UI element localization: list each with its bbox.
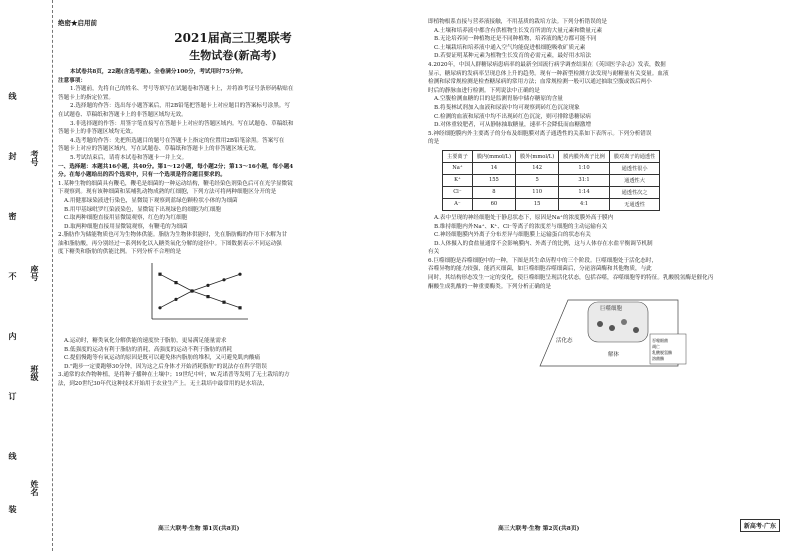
page2-text-after-table [428,214,778,291]
macrophage-label: 巨噬细胞 [600,306,623,313]
text-line: 酮酸生成乳酸的一种重要酶类。下列分析正确的是 [428,283,552,290]
text-line: 显示，糖尿病的发病率呈现总体上升的趋势。现有一种新型检测方法发现与耐糖量有关变量。血液 [428,70,669,77]
text-line: A.用健那绿染液进行染色，显微镜下观察到蓝绿色颗粒状小体的为细菌 [64,197,238,204]
macrophage-diagram [538,294,688,368]
text-line: B.无论培养同一种植物还是不同种植物，培养液的配方都可能不同 [434,36,597,43]
ion-table [442,150,660,211]
data-point [190,289,193,292]
text-line: 在试题卷、草稿纸和答题卡上的非答题区域均无效。 [58,111,187,118]
page2-footer: 高三大联考·生物 第2页(共8页) [498,526,580,532]
seal-mark: 内 [8,332,18,340]
table-cell: K⁺ [443,174,473,186]
region-tag: 新高考·广东 [740,519,780,532]
text-line: 答题卡上对应的答题区域内，写在试题卷、草稿纸和答题卡上的非答题区域无效。 [58,146,260,153]
text-line: C.检测的血液和尿液中均不出现砖红色沉淀，则可排除患糖尿病 [434,113,591,120]
exam-page-2 [428,18,778,530]
legend-item: 吞噬细菌 [652,338,668,344]
table-cell: 110 [516,186,559,198]
text-line: B.低强度的运动有利于脂肪的消耗，高强度的运动不利于脂肪的消耗 [64,346,233,353]
text-line: D.取两种细胞直接用显微镜观察，有鞭毛的为细菌 [64,223,188,230]
table-cell: A⁻ [443,198,473,210]
text-line: 一、选择题：本题共16小题，共40分。第1～12小题，每小题2分；第13～16小题，每小题4 [58,163,294,170]
table-cell: 1∶10 [559,162,610,174]
text-line: 法，到20世纪30年代这种技术开始用于农业生产上。无土栽培中最常用的是水培法， [58,381,269,388]
seat-no-label: 座号 [30,265,40,281]
text-line: 4.2020年，中国人群糖尿病患病率的最新全国流行病学调查结果在《英国医学杂志》发表，数据 [428,61,666,68]
name-label: 姓名 [30,480,40,496]
text-line: B.用甲基绿吡罗红染液染色，显微镜下出现绿色的细胞为红细胞 [64,206,221,213]
table-cell: 14 [472,162,515,174]
data-point [158,306,161,309]
table-cell: 15 [516,198,559,210]
text-line: 即植物根系直接与营养液接触，不用基质的栽培方法。下列分析错误的是 [428,19,608,25]
text-line: C.神经细胞膜内外离子分布差异与细胞膜上运输蛋白的状态有关 [434,232,591,239]
text-line: 的是 [428,139,440,146]
table-cell: 通透性次之 [609,186,660,198]
series-line-0 [160,274,240,308]
seal-mark: 线 [8,92,18,100]
text-line: C.提倡慢跑等有氧运动的原因是既可以避免体内脂肪的堆积，又可避免肌肉酸痛 [64,355,261,362]
table-header: 膜对离子的通透性 [609,150,660,162]
legend-item: 乳酸脱氢酶 [652,350,672,356]
table-cell: 5 [516,174,559,186]
cell-granule [609,325,615,331]
table-cell: Cl⁻ [443,186,473,198]
page2-text [428,18,778,147]
table-cell: 155 [472,174,515,186]
table-cell: Na⁺ [443,162,473,174]
data-point [158,273,161,276]
text-line: A.表中呈现的神经细胞处于静息状态下，原因是Na⁺的浓度膜外高于膜内 [434,214,614,221]
text-line: D."跑步一定要跑够30分钟，因为这之后身体才开始消耗脂肪"的说法存在科学错误 [64,363,267,370]
text-line: 5.神经细胞膜内外主要离子的分布及细胞膜对离子通透性的关系如下表所示。下列分析错误 [428,130,652,137]
binding-margin [0,0,53,551]
data-point [238,273,241,276]
table-cell: 4∶1 [559,198,610,210]
table-cell: 31∶1 [559,174,610,186]
text-line: C.取两种细胞直接用显微镜观察，红色的为红细胞 [64,215,188,222]
text-line: A.土壤和培养液中都含有供植物生长发育所需的大量元素和微量元素 [434,27,603,34]
text-line: B.将斐林试剂加入血液和尿液中均可观察到砖红色沉淀现象 [434,104,580,111]
data-point [174,298,177,301]
table-row [443,186,660,198]
exam-no-label: 考号 [30,150,40,166]
series-line-1 [160,274,240,308]
table-cell: 无通透性 [609,198,660,210]
seal-mark: 装 [8,505,18,513]
text-line: D.对体重较肥者，可从静脉抽取糖量，速率不会降低而血糖激增 [434,122,592,129]
table-header: 膜内(mmol/L) [472,150,515,162]
text-line: 3.非选择题的作答：用签字笔直接写在答题卡上对应的答题区域内。写在试题卷、草稿纸和 [70,120,294,127]
text-line: 下观察到。现有该种细菌和某哺乳动物成熟的红细胞，下列方法可将两种细胞区分开的是 [58,189,277,196]
text-line: 答题卡上的非答题区域均无效。 [58,129,137,136]
text-line: 有关 [428,249,440,256]
text-line: 度下糖类和脂肪的供能比例。下列分析不合理的是 [58,249,182,256]
exam-title: 2021届高三卫冕联考 [174,31,292,45]
data-point [222,278,225,281]
table-header: 主要离子 [443,150,473,162]
text-line: 检测和尿常规检测是检查糖尿病的常用方法；血常规检测一般可以通过抽取空腹或饭后两小 [428,79,652,86]
legend-item: 凋亡 [652,344,660,350]
text-line: D.人体摄入的食盐量通常不会影响膜内、外离子的比例，这与人体存在水盐平衡调节机制 [434,240,653,247]
table-header-row [443,150,660,162]
cell-granule [621,319,627,325]
energy-chart [138,259,258,331]
table-row [443,198,660,210]
text-line: 答题卡上的指定位置。 [58,94,114,101]
table-cell: 1∶14 [559,186,610,198]
text-line: 吞噬异物的能力较强，能消灭细菌，如巨噬细胞吞噬细菌后，分泌溶菌酶和其他物质，与此 [428,266,652,273]
text-line: 1.答题前，先将自己的姓名、考号等填写在试题卷和答题卡上，并将准考证号条形码粘贴在 [70,86,294,93]
text-line: 时后的静脉血进行检测。下列说法中正确的是 [428,87,540,94]
class-label: 班级 [30,365,40,381]
text-line: 同时，其结构形态发生一定的变化，使巨噬细胞呈现活化状态，包括吞噬，吞噬细胞等的特征。乳酸脱氢酶是催化丙 [428,275,714,282]
seal-mark: 线 [8,452,18,460]
text-line: 油和脂肪酸，再分别经过一系列转化以入糖类氧化分解的途径中。下图数据表示不同运动强 [58,240,282,247]
text-line: C.土壤栽培和培养液中通入空气均能促进根细胞吸收矿质元素 [434,44,586,51]
cell-granule [597,321,603,327]
seal-mark: 密 [8,212,18,220]
page1-text-after-chart [58,337,408,389]
text-line: 1.某种生物的细菌具有鞭毛，鞭毛是细菌的一种运动结构，鞭毛经染色剂染色后可在光学显微镜 [58,180,293,187]
exam-subtitle: 生物试卷(新高考) [189,49,277,62]
lysed-label: 解体 [608,352,620,359]
page1-footer: 高三大联考·生物 第1页(共8页) [158,526,240,532]
table-cell: 142 [516,162,559,174]
seal-mark: 不 [8,272,18,280]
data-point [238,306,241,309]
text-line: B.维持细胞内外Na⁺、K⁺、Cl⁻等离子的浓度差与细胞的主动运输有关 [434,223,608,230]
text-line: 2.脂肪作为储能物质也可为生物体供能。脂肪为生物体供能时，先在脂肪酶的作用下水解为甘 [58,232,288,239]
table-header: 膜内膜外离子比例 [559,150,610,162]
cell-granule [633,327,639,333]
legend-item: 溶菌酶 [652,356,664,362]
seal-mark: 封 [8,152,18,160]
data-point [222,301,225,304]
text-line: 本试卷共8页，22题(含选考题)。全卷满分100分，考试用时75分钟。 [70,69,247,75]
text-line: 4.选考题的作答：先把所选题目的题号在答题卡上指定的位置用2B铅笔涂黑。答案写在 [70,137,285,144]
text-line: 注意事项： [58,77,86,84]
data-point [206,284,209,287]
data-point [174,281,177,284]
table-header: 膜外(mmol/L) [516,150,559,162]
text-line: A.运动时，糖类氧化分解供能的速度快于脂肪，更易满足能量需求 [64,338,227,345]
text-line: 3.通常的农作物种植，是将种子播种在土壤中；19世纪中叶，W.克诺普等发明了无土栽培的方 [58,372,290,379]
table-cell: 60 [472,198,515,210]
table-cell: 8 [472,186,515,198]
exam-page-1 [58,18,408,530]
table-row [443,162,660,174]
text-line: 分。在每小题给出的四个选项中，只有一个选项是符合题目要求的。 [58,172,226,179]
text-line: D.若要证明某种元素为植物生长发育的必需元素，最好用水培法 [434,53,592,60]
activated-label: 活化态 [556,338,573,345]
secret-label: 绝密★启用前 [58,19,97,27]
table-cell: 通透性很小 [609,162,660,174]
text-line: A.空腹检测血糖的目的是监测胃肠中储存糖原的含量 [434,96,563,103]
text-line: 6.巨噬细胞是吞噬细胞中的一种，下图是其生命历程中的三个阶段。巨噬细胞处于活化态时， [428,257,658,264]
text-line: 2.选择题的作答：选出每小题答案后，用2B铅笔把答题卡上对应题目的答案标号涂黑。写 [70,103,290,110]
page1-text [58,68,408,257]
data-point [206,295,209,298]
seal-mark: 订 [8,392,18,400]
table-row [443,174,660,186]
text-line: 5.考试结束后，请将本试卷和答题卡一并上交。 [70,154,188,161]
table-cell: 通透性大 [609,174,660,186]
